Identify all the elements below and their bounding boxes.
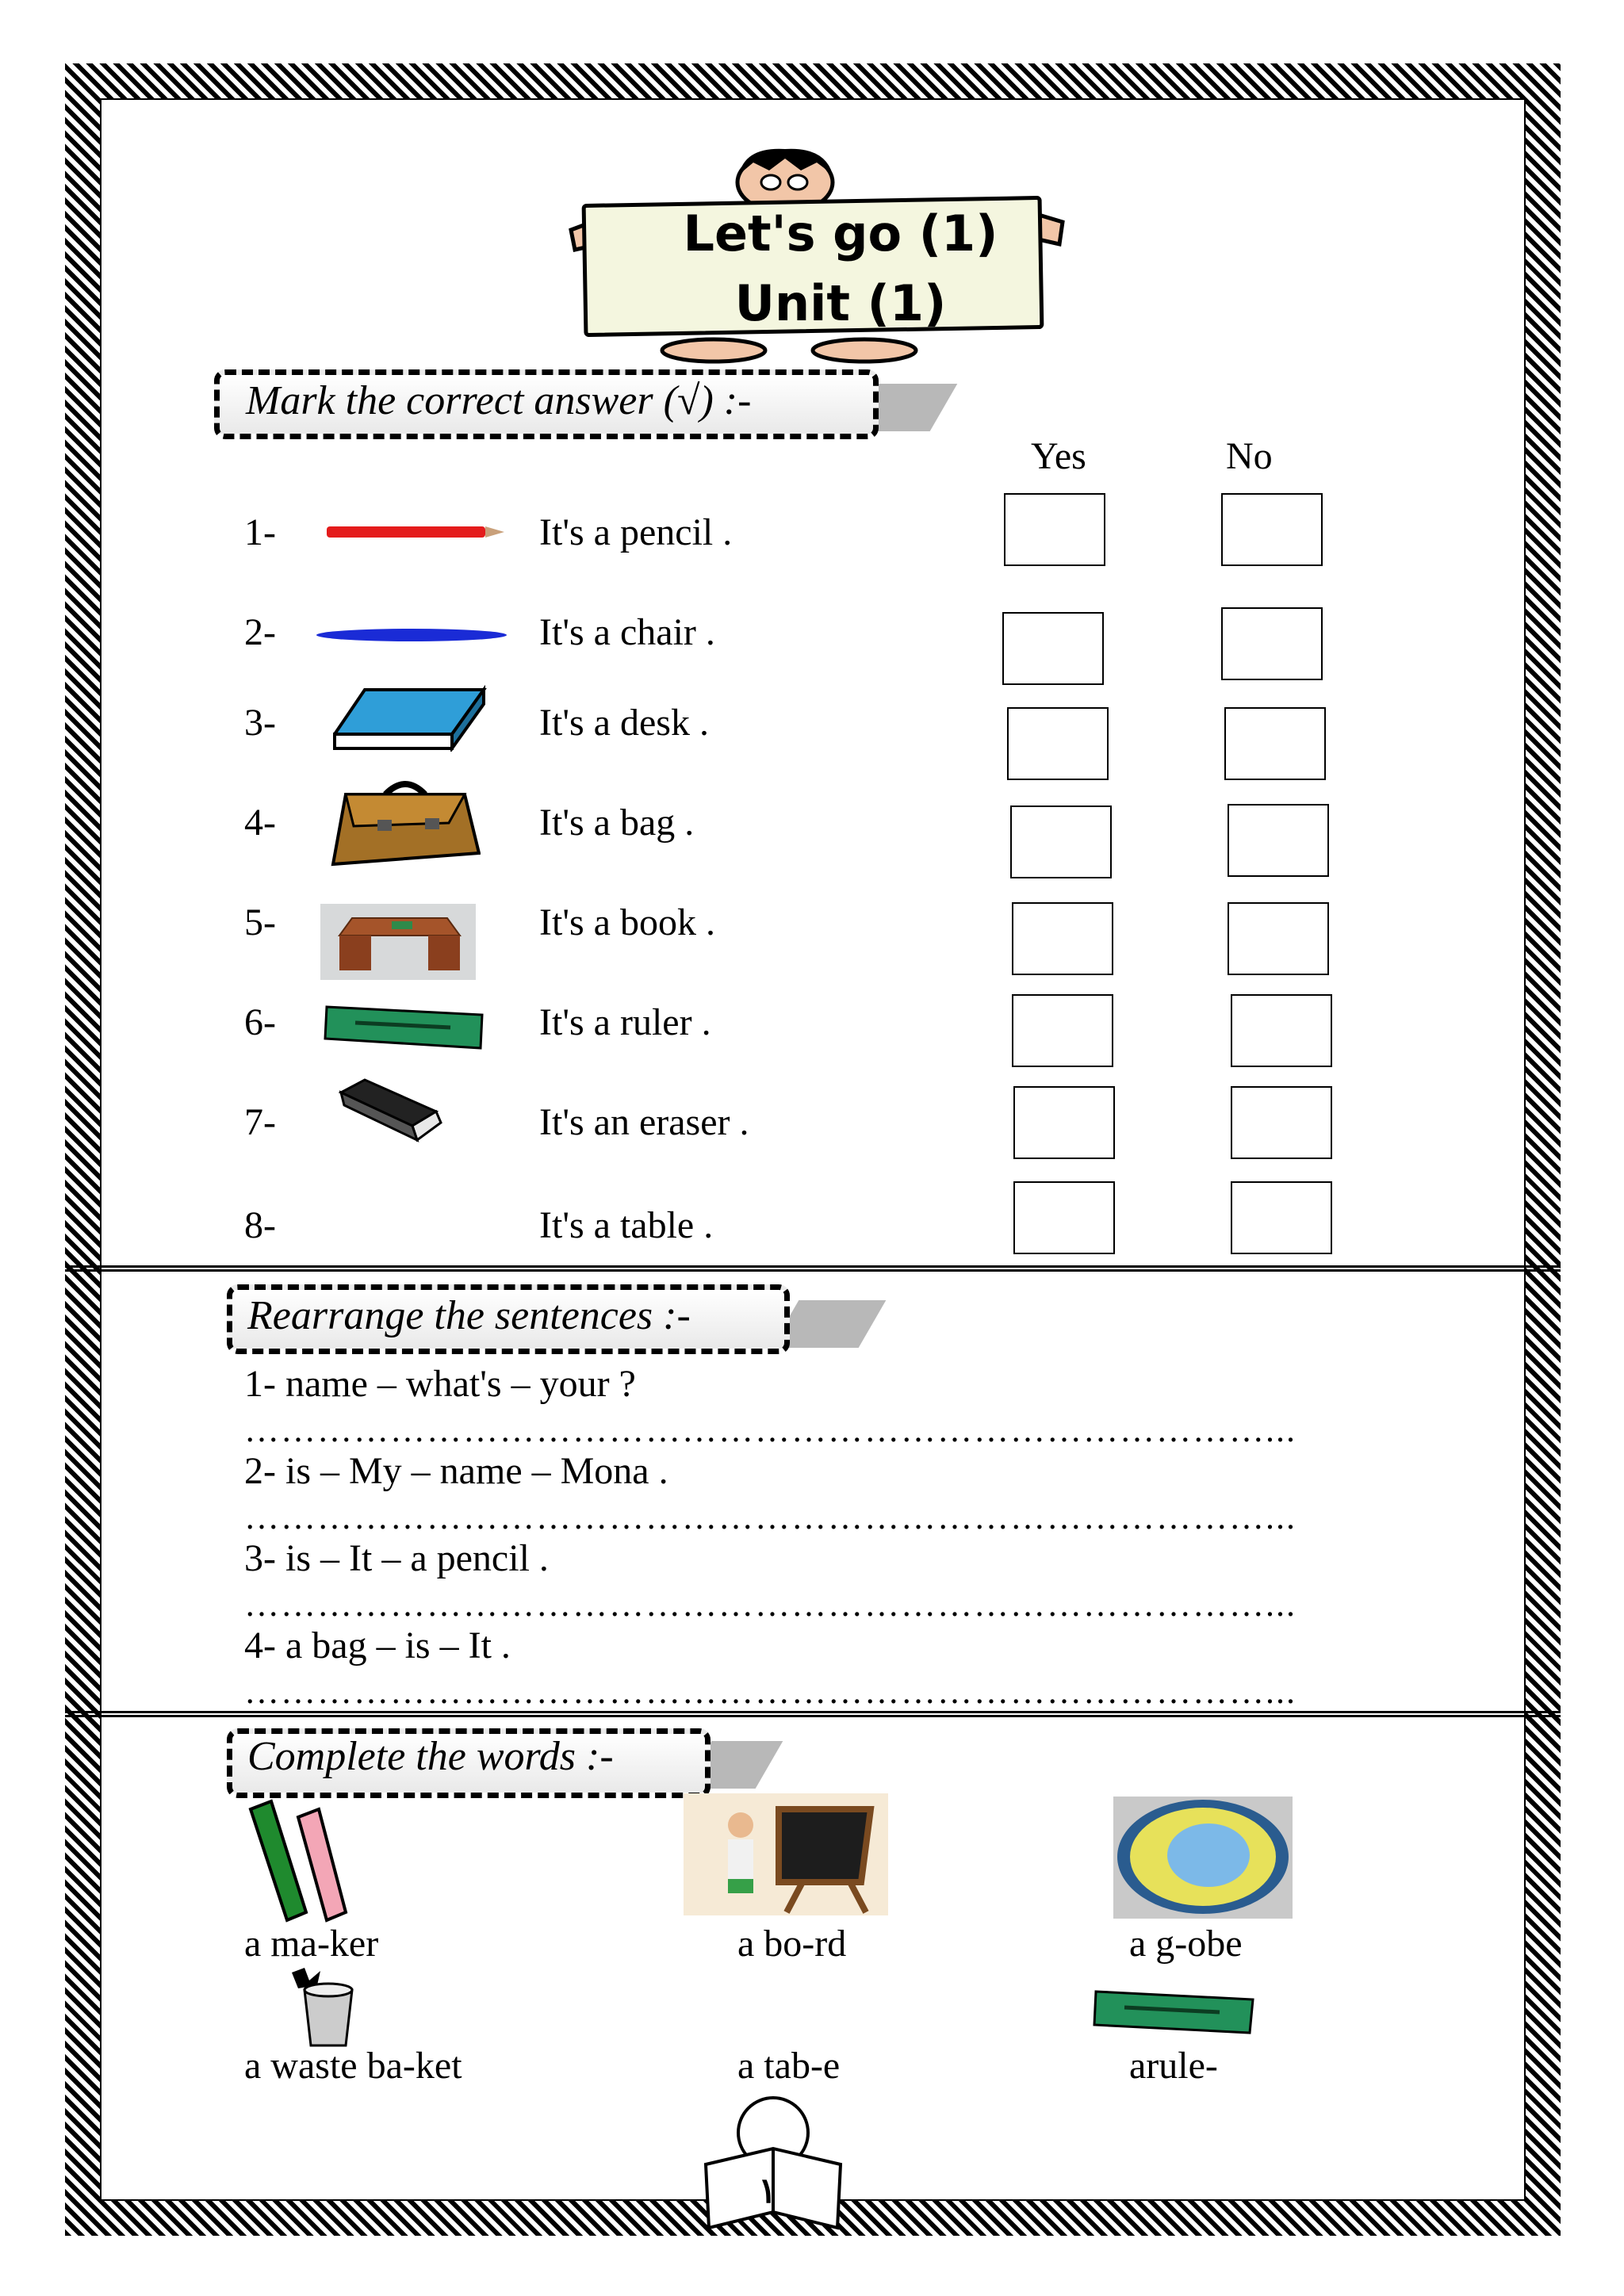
rearrange-item: 4- a bag – is – It . [244, 1624, 511, 1667]
ruler-icon [1093, 1988, 1256, 2036]
blue-pen-icon [314, 623, 509, 647]
yes-checkbox[interactable] [1010, 806, 1112, 878]
question-text: It's a desk . [539, 702, 709, 744]
section-heading-complete: Complete the words :- [247, 1734, 614, 1779]
unit-title: Unit (1) [734, 274, 947, 332]
complete-word: a ma-ker [244, 1923, 379, 1965]
ruler-icon [324, 1004, 485, 1051]
question-number: 3- [244, 702, 276, 744]
question-number: 4- [244, 802, 276, 844]
board-icon [684, 1793, 888, 1915]
question-text: It's a ruler . [539, 1001, 711, 1043]
section-divider [65, 1265, 1561, 1272]
red-pencil-icon [325, 520, 508, 544]
page-number: ١ [758, 2172, 777, 2210]
answer-line[interactable]: …………………………………………………………………………... [244, 1672, 1297, 1711]
question-number: 6- [244, 1001, 276, 1043]
yes-checkbox[interactable] [1012, 994, 1113, 1067]
eraser-icon [333, 1077, 444, 1146]
no-checkbox[interactable] [1231, 1181, 1332, 1254]
answer-line[interactable]: …………………………………………………………………………... [244, 1410, 1297, 1449]
question-number: 1- [244, 511, 276, 553]
desk-icon [320, 904, 476, 980]
section-divider [65, 1711, 1561, 1717]
yes-checkbox[interactable] [1004, 493, 1105, 566]
section-heading-mark: Mark the correct answer (√) :- [246, 378, 752, 423]
yes-checkbox[interactable] [1002, 612, 1104, 685]
rearrange-item: 3- is – It – a pencil . [244, 1537, 549, 1579]
reading-boy-icon [698, 2093, 848, 2233]
answer-line[interactable]: …………………………………………………………………………... [244, 1498, 1297, 1536]
rearrange-item: 2- is – My – name – Mona . [244, 1450, 668, 1492]
complete-word: a waste ba-ket [244, 2045, 462, 2087]
no-checkbox[interactable] [1228, 902, 1329, 975]
column-header-no: No [1226, 435, 1273, 477]
question-text: It's a pencil . [539, 511, 733, 553]
question-number: 8- [244, 1204, 276, 1246]
worksheet-title: Let's go (1) [683, 205, 998, 262]
no-checkbox[interactable] [1221, 493, 1323, 566]
section-heading-rearrange: Rearrange the sentences :- [247, 1293, 691, 1338]
no-checkbox[interactable] [1228, 804, 1329, 877]
question-number: 2- [244, 611, 276, 653]
complete-word: a tab-e [737, 2045, 841, 2087]
no-checkbox[interactable] [1231, 994, 1332, 1067]
globe-icon [1113, 1797, 1293, 1919]
yes-checkbox[interactable] [1013, 1086, 1115, 1159]
question-number: 5- [244, 901, 276, 943]
question-text: It's a bag . [539, 802, 695, 844]
yes-checkbox[interactable] [1007, 707, 1109, 780]
complete-word: a bo-rd [737, 1923, 847, 1965]
no-checkbox[interactable] [1224, 707, 1326, 780]
answer-line[interactable]: …………………………………………………………………………... [244, 1585, 1297, 1624]
markers-icon [243, 1793, 354, 1928]
column-header-yes: Yes [1031, 435, 1086, 477]
no-checkbox[interactable] [1221, 607, 1323, 680]
question-text: It's an eraser . [539, 1101, 749, 1143]
no-checkbox[interactable] [1231, 1086, 1332, 1159]
question-number: 7- [244, 1101, 276, 1143]
rearrange-item: 1- name – what's – your ? [244, 1363, 636, 1405]
yes-checkbox[interactable] [1013, 1181, 1115, 1254]
waste-basket-icon [289, 1966, 360, 2050]
complete-word: a g-obe [1129, 1923, 1243, 1965]
book-icon [333, 682, 488, 752]
question-text: It's a table . [539, 1204, 714, 1246]
complete-word: arule- [1129, 2045, 1218, 2087]
yes-checkbox[interactable] [1012, 902, 1113, 975]
question-text: It's a chair . [539, 611, 715, 653]
bag-icon [330, 771, 481, 867]
question-text: It's a book . [539, 901, 715, 943]
